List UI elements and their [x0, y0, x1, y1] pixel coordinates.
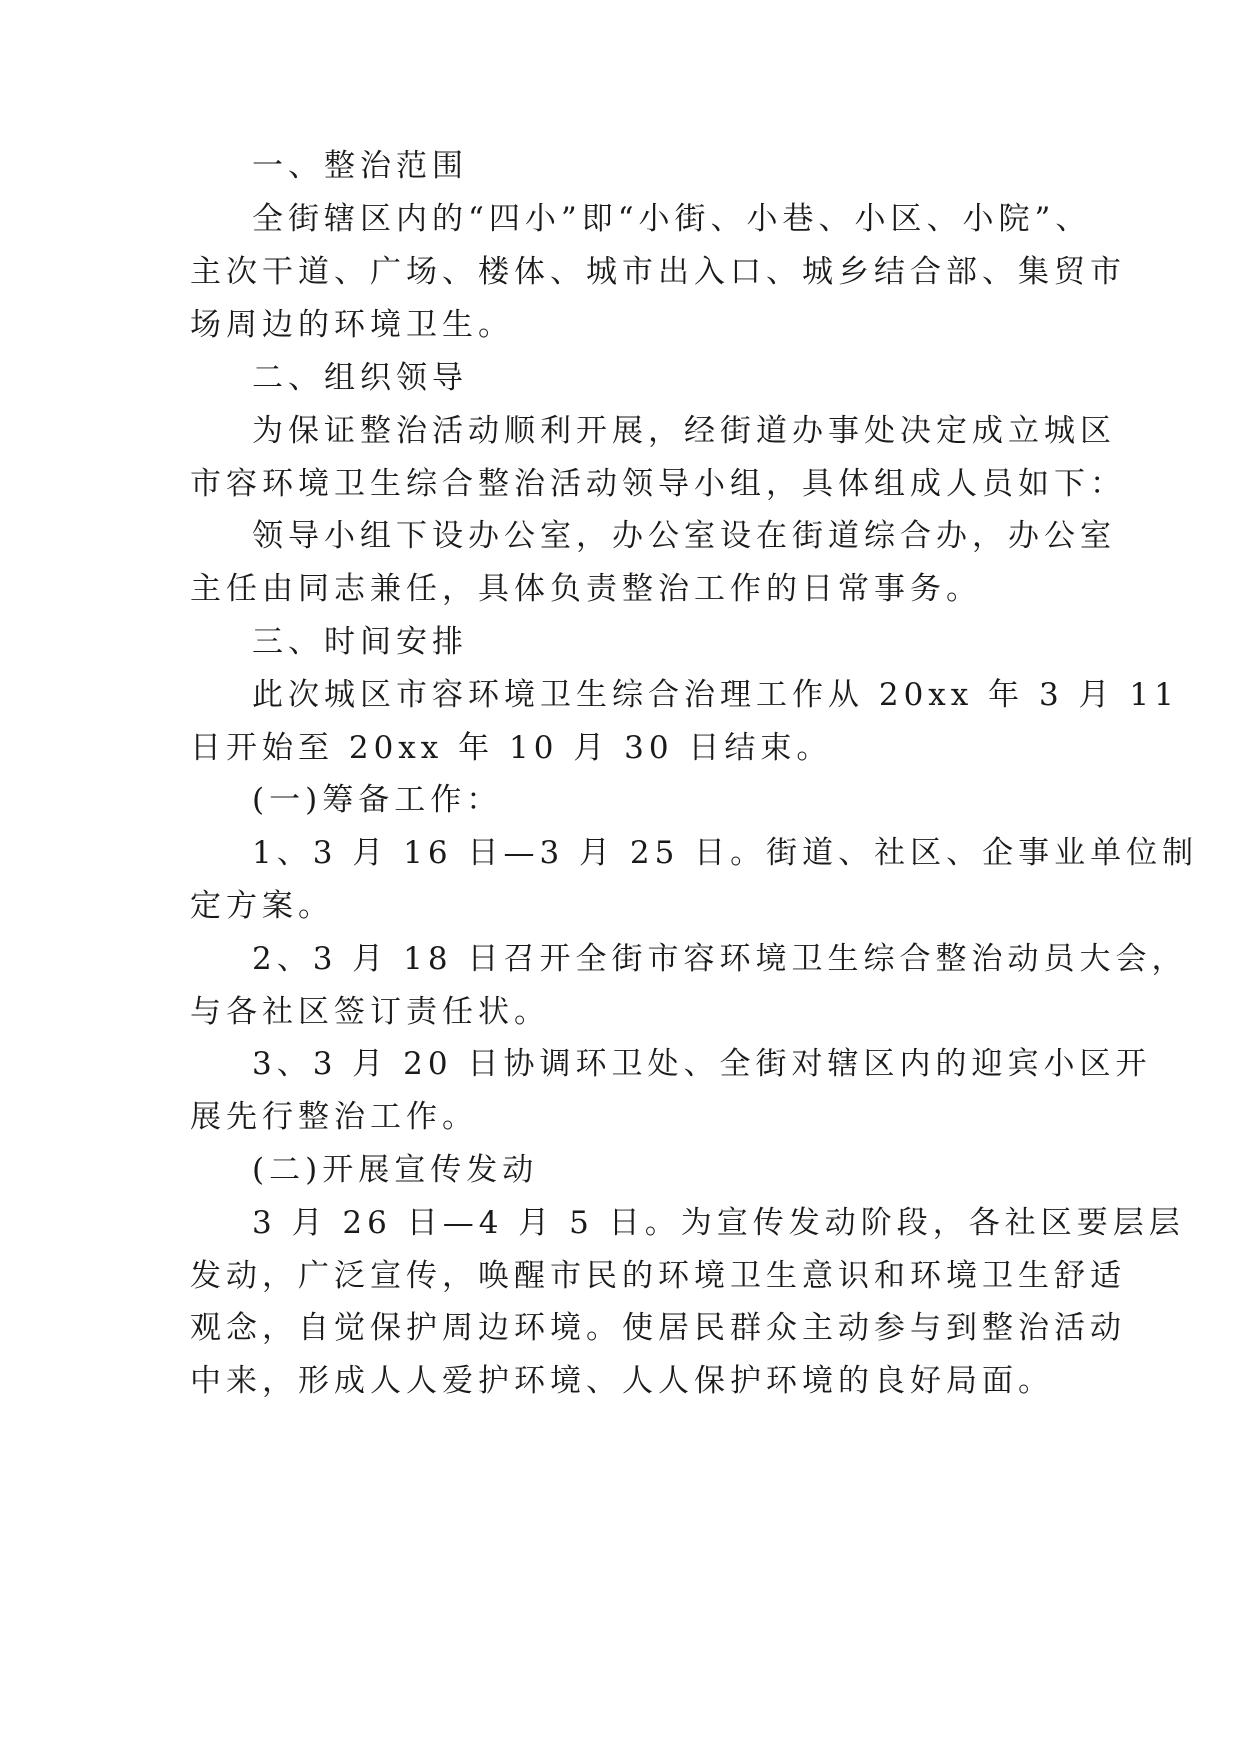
paragraph-line: 观念，自觉保护周边环境。使居民群众主动参与到整治活动: [190, 1310, 1126, 1346]
list-item-line: 3、3 月 20 日协调环卫处、全街对辖区内的迎宾小区开: [252, 1046, 1152, 1082]
paragraph-line: 主任由同志兼任，具体负责整治工作的日常事务。: [190, 571, 982, 607]
paragraph-line: 领导小组下设办公室，办公室设在街道综合办，办公室: [252, 518, 1116, 554]
list-item-line: 定方案。: [190, 888, 334, 924]
paragraph-line: 发动，广泛宣传，唤醒市民的环境卫生意识和环境卫生舒适: [190, 1258, 1126, 1294]
subsection-heading-publicity: (二)开展宣传发动: [252, 1152, 539, 1188]
section-heading-scope: 一、整治范围: [252, 148, 468, 184]
paragraph-line: 此次城区市容环境卫生综合治理工作从 20xx 年 3 月 11: [252, 677, 1179, 713]
list-item-line: 与各社区签订责任状。: [190, 994, 550, 1030]
paragraph-line: 3 月 26 日—4 月 5 日。为宣传发动阶段，各社区要层层: [252, 1205, 1185, 1241]
paragraph-line: 日开始至 20xx 年 10 月 30 日结束。: [190, 730, 833, 766]
paragraph-line: 场周边的环境卫生。: [190, 307, 514, 343]
list-item-line: 展先行整治工作。: [190, 1099, 478, 1135]
paragraph-line: 市容环境卫生综合整治活动领导小组，具体组成人员如下：: [190, 466, 1126, 502]
paragraph-line: 为保证整治活动顺利开展，经街道办事处决定成立城区: [252, 413, 1116, 449]
section-heading-schedule: 三、时间安排: [252, 624, 468, 660]
paragraph-line: 全街辖区内的“四小”即“小街、小巷、小区、小院”、: [252, 201, 1092, 237]
paragraph-line: 主次干道、广场、楼体、城市出入口、城乡结合部、集贸市: [190, 254, 1126, 290]
subsection-heading-preparation: (一)筹备工作：: [252, 782, 503, 818]
paragraph-line: 中来，形成人人爱护环境、人人保护环境的良好局面。: [190, 1363, 1054, 1399]
list-item-line: 2、3 月 18 日召开全街市容环境卫生综合整治动员大会，: [252, 941, 1188, 977]
list-item-line: 1、3 月 16 日—3 月 25 日。街道、社区、企事业单位制: [252, 835, 1199, 871]
section-heading-leadership: 二、组织领导: [252, 360, 468, 396]
